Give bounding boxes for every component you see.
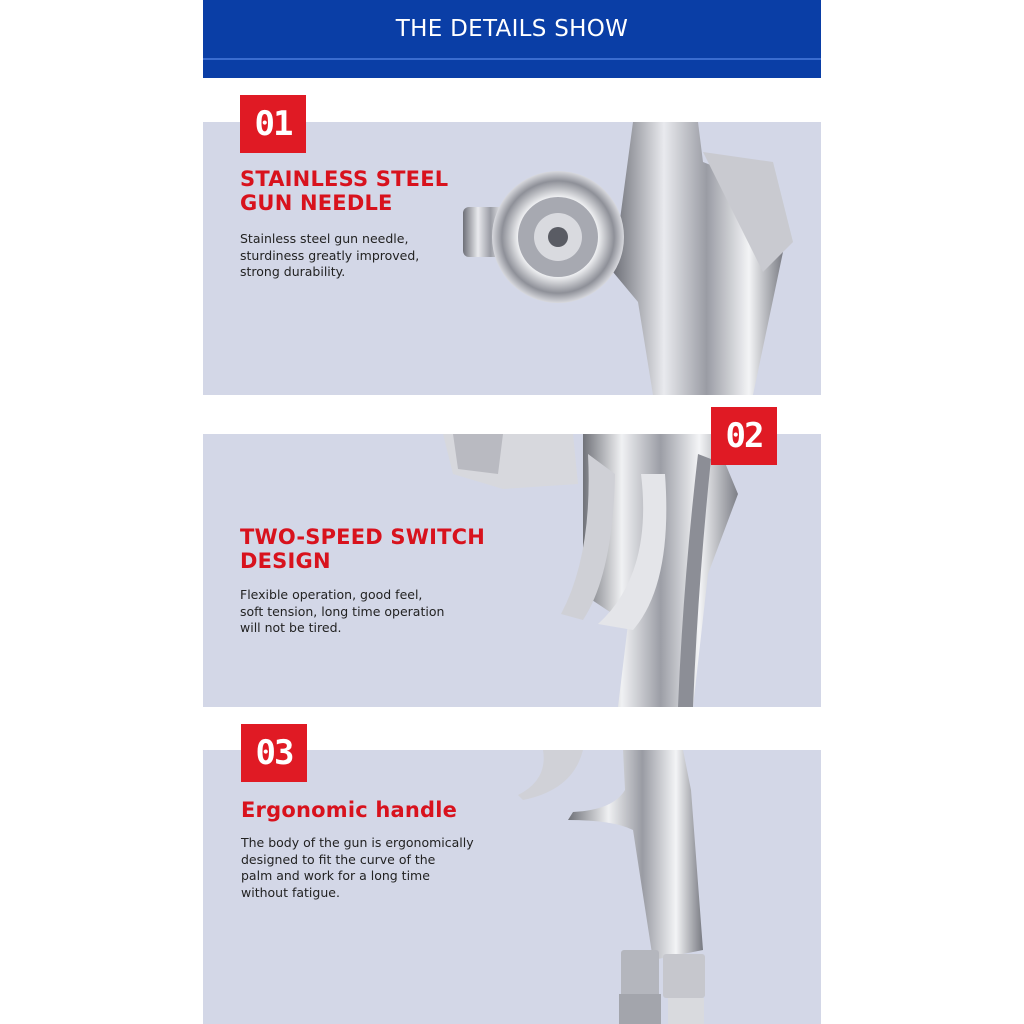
section-title-line: TWO-SPEED SWITCH <box>240 525 486 549</box>
section-title-line: GUN NEEDLE <box>240 191 393 215</box>
section-title <box>241 798 457 822</box>
section-number-badge: 02 <box>711 407 777 465</box>
section-number-badge: 03 <box>241 724 307 782</box>
section-description: Stainless steel gun needle, sturdiness greatly improved, strong durability. <box>240 231 420 279</box>
spray-gun-handle-image <box>503 750 821 1024</box>
section-description: Flexible operation, good feel, soft tension, long time operation will not be tired. <box>240 587 445 635</box>
section-number-badge: 01 <box>240 95 306 153</box>
spray-gun-trigger-image <box>443 434 821 707</box>
section-description: The body of the gun is ergonomically designed to fit the curve of the palm and work for a long time without fatigue. <box>241 835 474 900</box>
section-title <box>240 525 485 573</box>
spray-gun-nozzle-image <box>453 122 821 395</box>
section-title-line: DESIGN <box>240 549 331 573</box>
section-title-line: STAINLESS STEEL <box>240 167 449 191</box>
section-title-line: Ergonomic handle <box>241 798 458 822</box>
header-divider <box>203 58 821 60</box>
page-header <box>203 0 821 78</box>
section-title <box>240 167 448 215</box>
page-title: THE DETAILS SHOW <box>395 16 629 42</box>
